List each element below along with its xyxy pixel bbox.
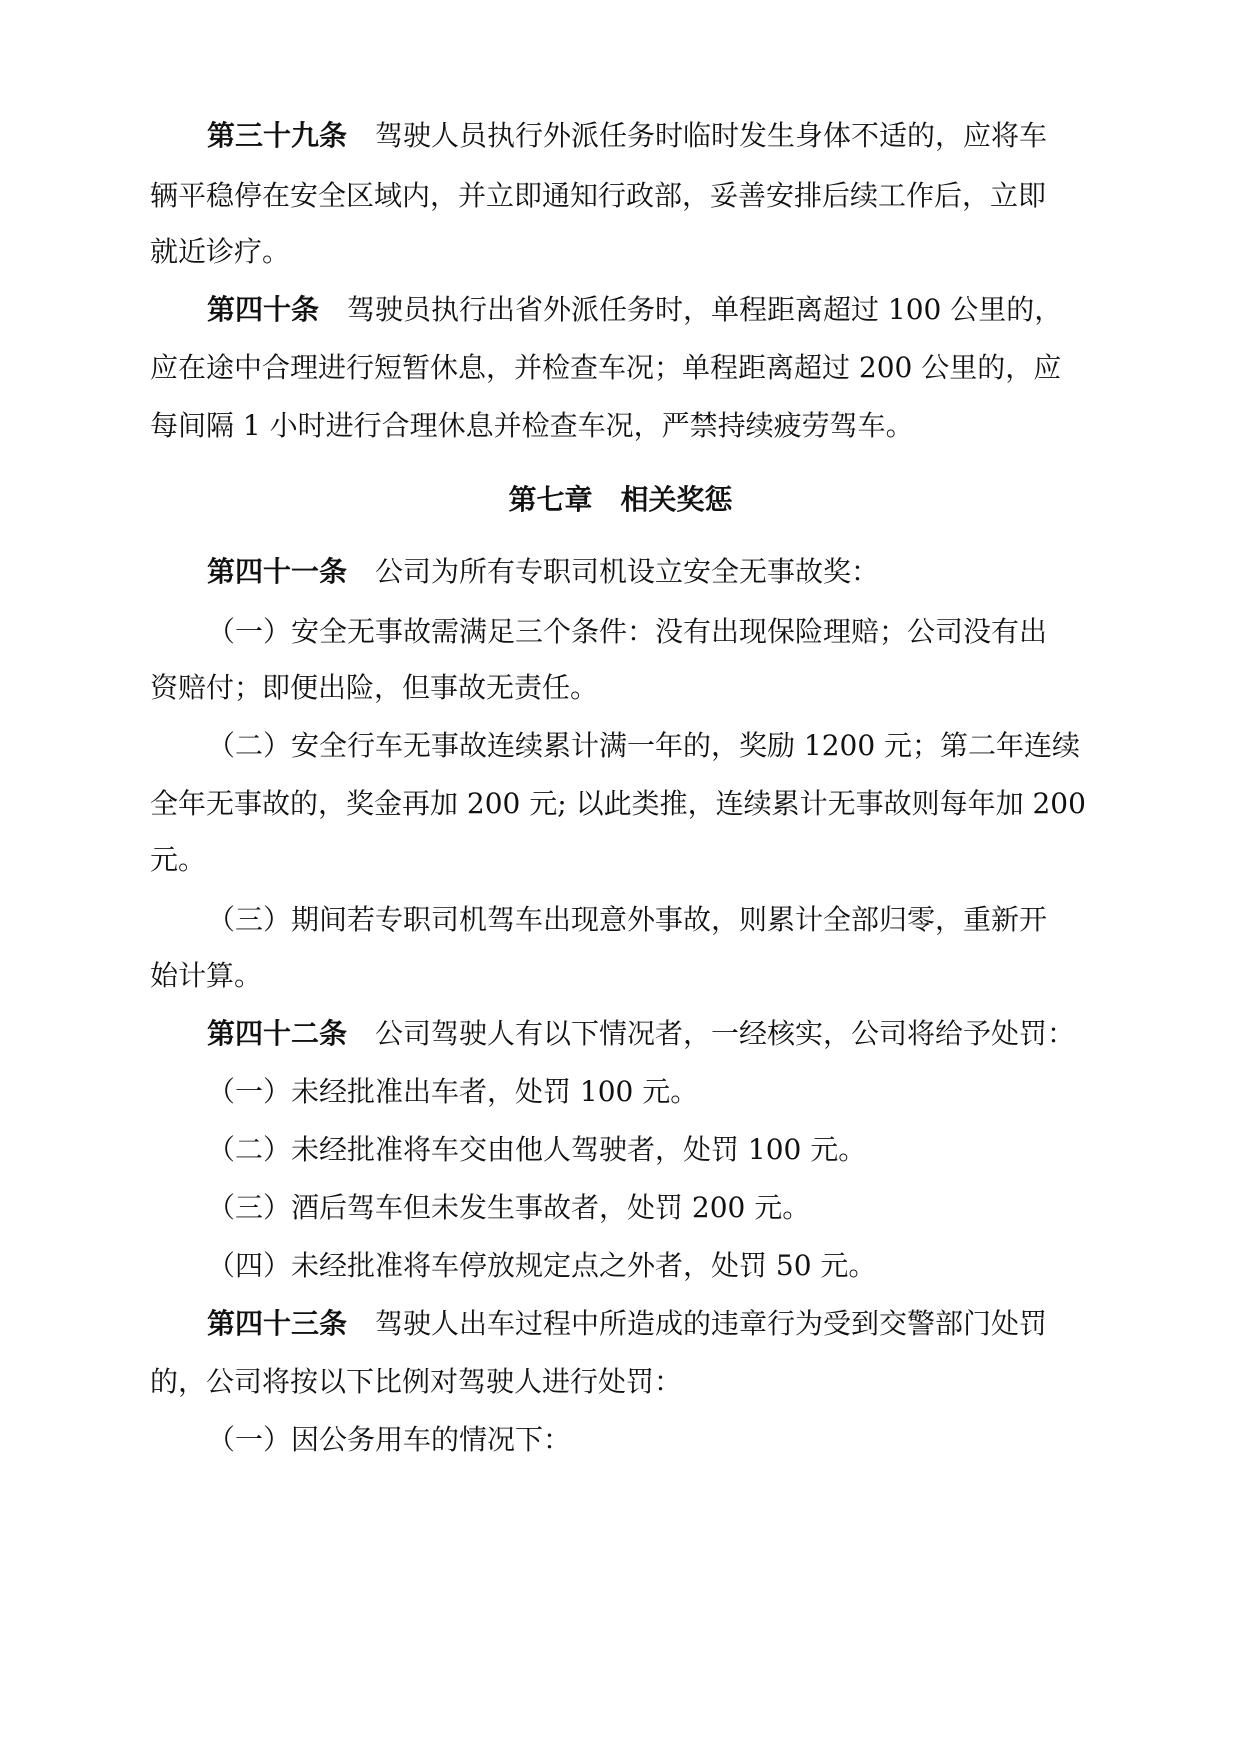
article-40-label: 第四十条 (207, 293, 320, 326)
article-42-text: 公司驾驶人有以下情况者，一经核实，公司将给予处罚： (375, 1017, 1076, 1050)
article-39-line-3: 就近诊疗。 (150, 235, 291, 268)
article-41-item-2-line-1: （二）安全行车无事故连续累计满一年的，奖励 1200 元；第二年连续 (207, 729, 1081, 762)
article-41-text: 公司为所有专职司机设立安全无事故奖： (375, 555, 880, 588)
article-42-label: 第四十二条 (207, 1017, 348, 1050)
article-41-label: 第四十一条 (207, 555, 348, 588)
article-42-item-4: （四）未经批准将车停放规定点之外者，处罚 50 元。 (207, 1249, 877, 1282)
article-42-item-2: （二）未经批准将车交由他人驾驶者，处罚 100 元。 (207, 1133, 867, 1166)
article-41-item-2-line-3: 元。 (150, 843, 207, 876)
article-41-first-line (207, 552, 1090, 592)
article-40-text: 驾驶员执行出省外派任务时，单程距离超过 100 公里的， (347, 293, 1063, 326)
article-41-item-1-line-2: 资赔付；即便出险，但事故无责任。 (150, 671, 599, 704)
article-41-item-2-line-2: 全年无事故的，奖金再加 200 元; 以此类推，连续累计无事故则每年加 200 (150, 787, 1086, 820)
article-40-line-3: 每间隔 1 小时进行合理休息并检查车况，严禁持续疲劳驾车。 (150, 409, 914, 442)
article-42-item-1: （一）未经批准出车者，处罚 100 元。 (207, 1075, 699, 1108)
article-43-item-1: （一）因公务用车的情况下： (207, 1423, 572, 1456)
article-39-label: 第三十九条 (207, 119, 348, 152)
article-41-item-3-line-1: （三）期间若专职司机驾车出现意外事故，则累计全部归零，重新开 (207, 903, 1048, 936)
article-41-item-3-line-2: 始计算。 (150, 959, 263, 992)
article-43-first-line (207, 1304, 1090, 1344)
article-41-item-1-line-1: （一）安全无事故需满足三个条件：没有出现保险理赔；公司没有出 (207, 615, 1048, 648)
chapter-heading: 第七章 相关奖惩 (508, 483, 733, 516)
article-43-label: 第四十三条 (207, 1307, 348, 1340)
article-40-first-line (207, 290, 1090, 330)
article-43-text: 驾驶人出车过程中所造成的违章行为受到交警部门处罚 (375, 1307, 1048, 1340)
article-39-line-2: 辆平稳停在安全区域内，并立即通知行政部，妥善安排后续工作后，立即 (150, 179, 1047, 212)
article-39-text: 驾驶人员执行外派任务时临时发生身体不适的，应将车 (375, 119, 1048, 152)
article-39-first-line (207, 116, 1090, 156)
article-43-line-2: 的，公司将按以下比例对驾驶人进行处罚： (150, 1365, 683, 1398)
article-42-item-3: （三）酒后驾车但未发生事故者，处罚 200 元。 (207, 1191, 811, 1224)
article-42-first-line (207, 1014, 1090, 1054)
article-40-line-2: 应在途中合理进行短暂休息，并检查车况；单程距离超过 200 公里的，应 (150, 351, 1062, 384)
